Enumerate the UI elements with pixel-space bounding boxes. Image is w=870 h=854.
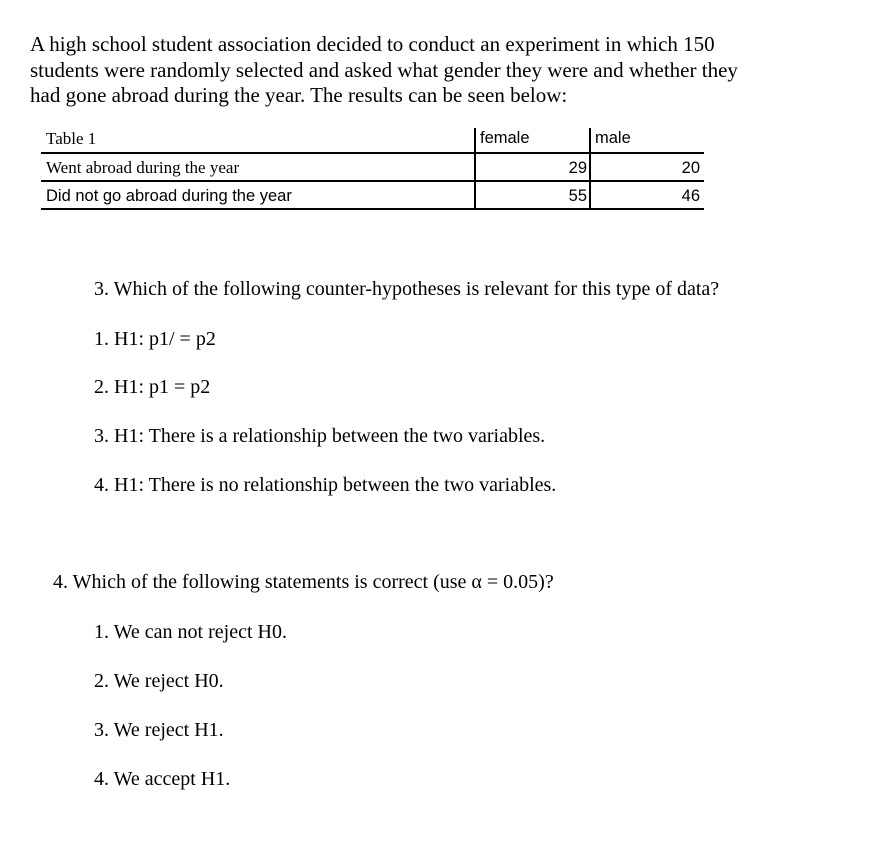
- table-cell: 20: [681, 159, 700, 177]
- table-rule: [41, 152, 704, 154]
- table-caption: Table 1: [46, 129, 97, 148]
- table-rule: [41, 208, 704, 210]
- question-4-option: 3. We reject H1.: [94, 719, 224, 741]
- table-cell: 29: [568, 159, 587, 177]
- table-cell: 55: [568, 187, 587, 205]
- column-header-female: female: [480, 129, 530, 147]
- question-4-option: 2. We reject H0.: [94, 670, 224, 692]
- intro-line: students were randomly selected and asked what gender they were and whether they: [30, 57, 738, 82]
- table-cell: 46: [681, 187, 700, 205]
- question-3-prompt: 3. Which of the following counter-hypotheses is relevant for this type of data?: [94, 278, 720, 300]
- column-header-male: male: [595, 129, 631, 147]
- question-3-option: 2. H1: p1 = p2: [94, 376, 211, 398]
- row-label: Went abroad during the year: [46, 158, 240, 177]
- question-3-option: 1. H1: p1/ = p2: [94, 328, 216, 350]
- question-4-option: 4. We accept H1.: [94, 768, 231, 790]
- table-rule: [41, 180, 704, 182]
- intro-line: had gone abroad during the year. The results can be seen below:: [30, 83, 568, 107]
- intro-line: A high school student association decided to conduct an experiment in which 150: [30, 32, 715, 56]
- intro-paragraph: [30, 32, 830, 109]
- question-4-prompt: 4. Which of the following statements is correct (use α = 0.05)?: [53, 571, 554, 593]
- question-3-option: 4. H1: There is no relationship between the two variables.: [94, 474, 557, 496]
- question-3-option: 3. H1: There is a relationship between the two variables.: [94, 425, 546, 447]
- table-divider: [474, 128, 476, 209]
- data-table: [41, 126, 704, 210]
- row-label: Did not go abroad during the year: [46, 187, 292, 205]
- question-4-option: 1. We can not reject H0.: [94, 621, 287, 643]
- table-divider: [589, 128, 591, 209]
